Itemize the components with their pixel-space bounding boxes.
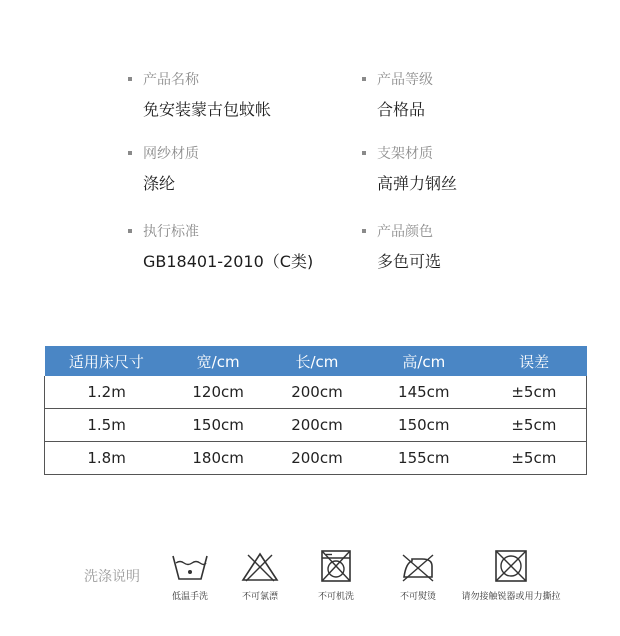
table-cell: 1.2m xyxy=(45,376,169,409)
spec-product-grade xyxy=(362,69,433,120)
bullet-icon xyxy=(362,77,366,81)
header-tolerance: 误差 xyxy=(482,346,587,376)
table-row xyxy=(45,409,587,442)
spec-value: 涤纶 xyxy=(143,174,176,193)
care-caption: 不可熨烫 xyxy=(399,592,436,602)
table-cell: 200cm xyxy=(268,376,366,409)
spec-value: GB18401-2010（C类) xyxy=(143,252,314,271)
table-cell: 180cm xyxy=(168,442,268,475)
spec-standard xyxy=(128,221,313,272)
bullet-icon xyxy=(362,151,366,155)
header-width: 宽/cm xyxy=(168,346,268,376)
header-length: 长/cm xyxy=(268,346,366,376)
table-cell: 145cm xyxy=(366,376,482,409)
bullet-icon xyxy=(128,151,132,155)
table-cell: 150cm xyxy=(366,409,482,442)
do-not-iron-icon xyxy=(388,551,448,583)
care-title: 洗涤说明 xyxy=(84,569,140,585)
table-cell: 120cm xyxy=(168,376,268,409)
table-row xyxy=(45,376,587,409)
header-bed-size: 适用床尺寸 xyxy=(45,346,169,376)
spec-product-name xyxy=(128,69,271,120)
care-caption: 低温手洗 xyxy=(171,592,208,602)
care-item-hand-wash xyxy=(160,551,220,602)
table-cell: 150cm xyxy=(168,409,268,442)
table-cell: 1.5m xyxy=(45,409,169,442)
spec-value: 合格品 xyxy=(377,100,426,119)
care-item-no-iron xyxy=(388,551,448,602)
header-height: 高/cm xyxy=(366,346,482,376)
care-item-no-bleach xyxy=(230,551,290,602)
spec-value: 多色可选 xyxy=(377,252,442,271)
table-cell: ±5cm xyxy=(482,376,587,409)
spec-value: 高弹力钢丝 xyxy=(377,174,458,193)
spec-value: 免安装蒙古包蚊帐 xyxy=(143,100,272,119)
care-item-no-machine-wash xyxy=(306,549,366,602)
care-caption: 不可氯漂 xyxy=(241,592,278,602)
spec-label: 产品名称 xyxy=(143,72,199,88)
bullet-icon xyxy=(362,229,366,233)
spec-color xyxy=(362,221,441,272)
table-cell: 200cm xyxy=(268,409,366,442)
bullet-icon xyxy=(128,229,132,233)
low-temp-hand-wash-icon xyxy=(160,551,220,583)
spec-label: 支架材质 xyxy=(377,146,433,162)
care-item-no-sharp-objects xyxy=(449,549,573,602)
spec-mesh-material xyxy=(128,143,199,194)
table-header-row xyxy=(45,346,587,376)
table-cell: 200cm xyxy=(268,442,366,475)
size-table xyxy=(44,346,587,475)
care-caption: 不可机洗 xyxy=(317,592,354,602)
table-cell: 1.8m xyxy=(45,442,169,475)
spec-label: 产品等级 xyxy=(377,72,433,88)
table-cell: 155cm xyxy=(366,442,482,475)
table-cell: ±5cm xyxy=(482,442,587,475)
bullet-icon xyxy=(128,77,132,81)
do-not-machine-wash-icon xyxy=(306,549,366,583)
table-row xyxy=(45,442,587,475)
do-not-bleach-icon xyxy=(230,551,290,583)
do-not-tumble-dry-icon xyxy=(449,549,573,583)
table-cell: ±5cm xyxy=(482,409,587,442)
care-caption: 请勿接触锐器或用力撕拉 xyxy=(461,592,561,602)
spec-frame-material xyxy=(362,143,457,194)
spec-label: 执行标准 xyxy=(143,224,199,240)
spec-label: 网纱材质 xyxy=(143,146,199,162)
spec-label: 产品颜色 xyxy=(377,224,433,240)
